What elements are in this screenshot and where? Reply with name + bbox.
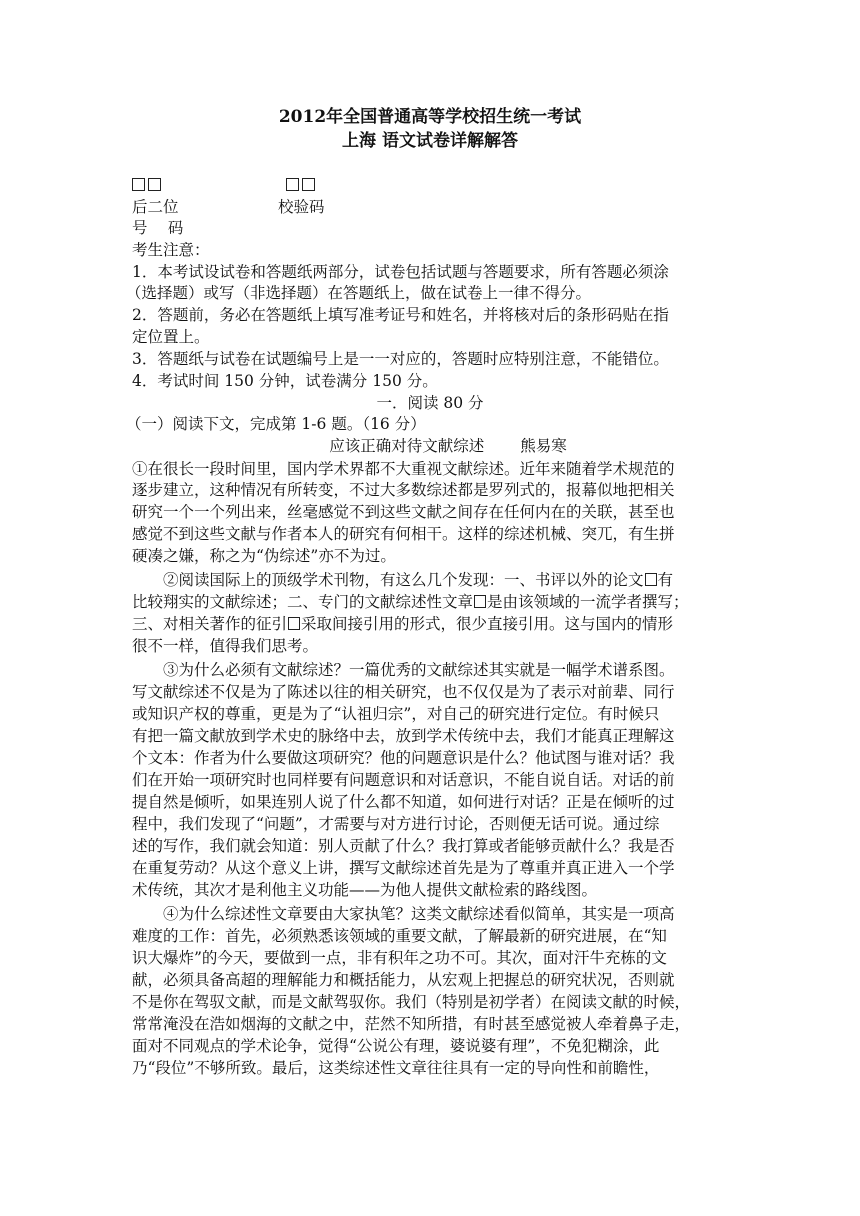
paragraph-4-line-4: 献，必须具备高超的理解能力和概括能力，从宏观上把握总的研究状况，否则就 — [132, 971, 675, 989]
number-label: 号 码 — [132, 219, 184, 237]
paragraph-2-line-1 — [163, 570, 733, 590]
p2-l1-text-b: 有 — [657, 571, 674, 589]
check-box-left — [132, 178, 145, 191]
paragraph-1-line-5: 硬凑之嫌，称之为“伪综述”亦不为过。 — [132, 547, 396, 565]
paragraph-3-line-1: ③为什么必须有文献综述？一篇优秀的文献综述其实就是一幅学术谱系图。 — [163, 661, 675, 679]
check-box-right-2 — [302, 178, 315, 191]
paragraph-4-line-1: ④为什么综述性文章要由大家执笔？这类文献综述看似简单，其实是一项高 — [163, 905, 675, 923]
check-code-label: 校验码 — [278, 198, 325, 216]
p2-l1-text-a: ②阅读国际上的顶级学术刊物，有这么几个发现：一、书评以外的论文 — [163, 571, 644, 589]
paragraph-1-line-4: 感觉不到这些文献与作者本人的研究有何相干。这样的综述机械、突兀，有生拼 — [132, 525, 675, 543]
paragraph-3-line-10: 在重复劳动？从这个意义上讲，撰写文献综述首先是为了尊重并真正进入一个学 — [132, 859, 675, 877]
paragraph-3-line-11: 术传统，其次才是利他主义功能——为他人提供文献检索的路线图。 — [132, 881, 598, 899]
paragraph-4-line-8: 乃“段位”不够所致。最后，这类综述性文章往往具有一定的导向性和前瞻性， — [132, 1059, 660, 1077]
notice-item-4: 4．考试时间 150 分钟，试卷满分 150 分。 — [132, 372, 438, 390]
paragraph-3-line-9: 述的写作，我们就会知道：别人贡献了什么？我打算或者能够贡献什么？我是否 — [132, 837, 675, 855]
paragraph-1-line-1: ①在很长一段时间里，国内学术界都不大重视文献综述。近年来随着学术规范的 — [132, 460, 675, 478]
paragraph-3-line-5: 个文本：作者为什么要做这项研究？他的问题意识是什么？他试图与谁对话？我 — [132, 749, 675, 767]
paragraph-1-line-2: 逐步建立，这种情况有所转变，不过大多数综述都是罗列式的，报幕似地把相关 — [132, 481, 675, 499]
paragraph-1-line-3: 研究一个一个列出来，丝毫感觉不到这些文献之间存在任何内在的关联，甚至也 — [132, 503, 675, 521]
paragraph-2-line-2 — [132, 592, 732, 612]
p2-l2-text-b: 是由该领域的一流学者撰写； — [487, 593, 689, 611]
exam-subtitle: 上海 语文试卷详解解答 — [342, 131, 518, 151]
paragraph-4-line-5: 不是你在驾驭文献，而是文献驾驭你。我们（特别是初学者）在阅读文献的时候， — [132, 993, 691, 1011]
notice-item-1a: 1．本考试设试卷和答题纸两部分，试卷包括试题与答题要求，所有答题必须涂 — [132, 263, 669, 281]
notice-item-3: 3．答题纸与试卷在试题编号上是一一对应的，答题时应特别注意，不能错位。 — [132, 350, 669, 368]
code-labels-row — [132, 197, 732, 217]
paragraph-3-line-3: 或知识产权的尊重，更是为了“认祖归宗”，对自己的研究进行定位。有时候只 — [132, 705, 660, 723]
p2-l3-text-a: 三、对相关著作的征引 — [132, 615, 288, 633]
paragraph-3-line-7: 提自然是倾听，如果连别人说了什么都不知道，如何进行对话？正是在倾听的过 — [132, 793, 675, 811]
paragraph-4-line-3: 识大爆炸”的今天，要做到一点，非有积年之功不可。其次，面对汗牛充栋的文 — [132, 949, 667, 967]
notice-item-2a: 2．答题前，务必在答题纸上填写准考证号和姓名，并将核对后的条形码贴在指 — [132, 306, 669, 324]
paragraph-4-line-2: 难度的工作：首先，必须熟悉该领域的重要文献，了解最新的研究进展，在“知 — [132, 927, 667, 945]
missing-char-box — [474, 595, 486, 608]
paragraph-3-line-4: 有把一篇文献放到学术史的脉络中去，放到学术传统中去，我们才能真正理解这 — [132, 727, 675, 745]
article-title: 应该正确对待文献综述 熊易寒 — [329, 437, 567, 455]
check-box-left-2 — [148, 178, 161, 191]
section-heading: 一．阅读 80 分 — [376, 394, 484, 412]
paragraph-2-line-4: 很不一样，值得我们思考。 — [132, 637, 319, 655]
notice-item-2b: 定位置上。 — [132, 328, 210, 346]
paragraph-3-line-6: 们在开始一项研究时也同样要有问题意识和对话意识，不能自说自话。对话的前 — [132, 771, 675, 789]
paragraph-3-line-2: 写文献综述不仅是为了陈述以往的相关研究，也不仅仅是为了表示对前辈、同行 — [132, 683, 675, 701]
code-boxes-row — [132, 175, 732, 195]
p2-l3-text-b: 采取间接引用的形式，很少直接引用。这与国内的情形 — [301, 615, 674, 633]
missing-char-box — [288, 617, 300, 630]
last-two-digits-label: 后二位 — [132, 198, 179, 216]
exam-title: 2012年全国普通高等学校招生统一考试 — [278, 107, 582, 127]
paragraph-4-line-6: 常常淹没在浩如烟海的文献之中，茫然不知所措，有时甚至感觉被人牵着鼻子走， — [132, 1015, 691, 1033]
paragraph-3-line-8: 程中，我们发现了“问题”，才需要与对方进行讨论，否则便无话可说。通过综 — [132, 815, 660, 833]
paragraph-2-line-3 — [132, 614, 732, 634]
check-box-right — [286, 178, 299, 191]
p2-l2-text-a: 比较翔实的文献综述；二、专门的文献综述性文章 — [132, 593, 474, 611]
notice-item-1b: （选择题）或写（非选择题）在答题纸上，做在试卷上一律不得分。 — [126, 284, 592, 302]
missing-char-box — [645, 573, 657, 586]
section-sub-heading: （一）阅读下文，完成第 1-6 题。（16 分） — [126, 415, 426, 433]
notice-heading: 考生注意： — [132, 241, 210, 259]
paragraph-4-line-7: 面对不同观点的学术论争，觉得“公说公有理，婆说婆有理”，不免犯糊涂，此 — [132, 1037, 660, 1055]
